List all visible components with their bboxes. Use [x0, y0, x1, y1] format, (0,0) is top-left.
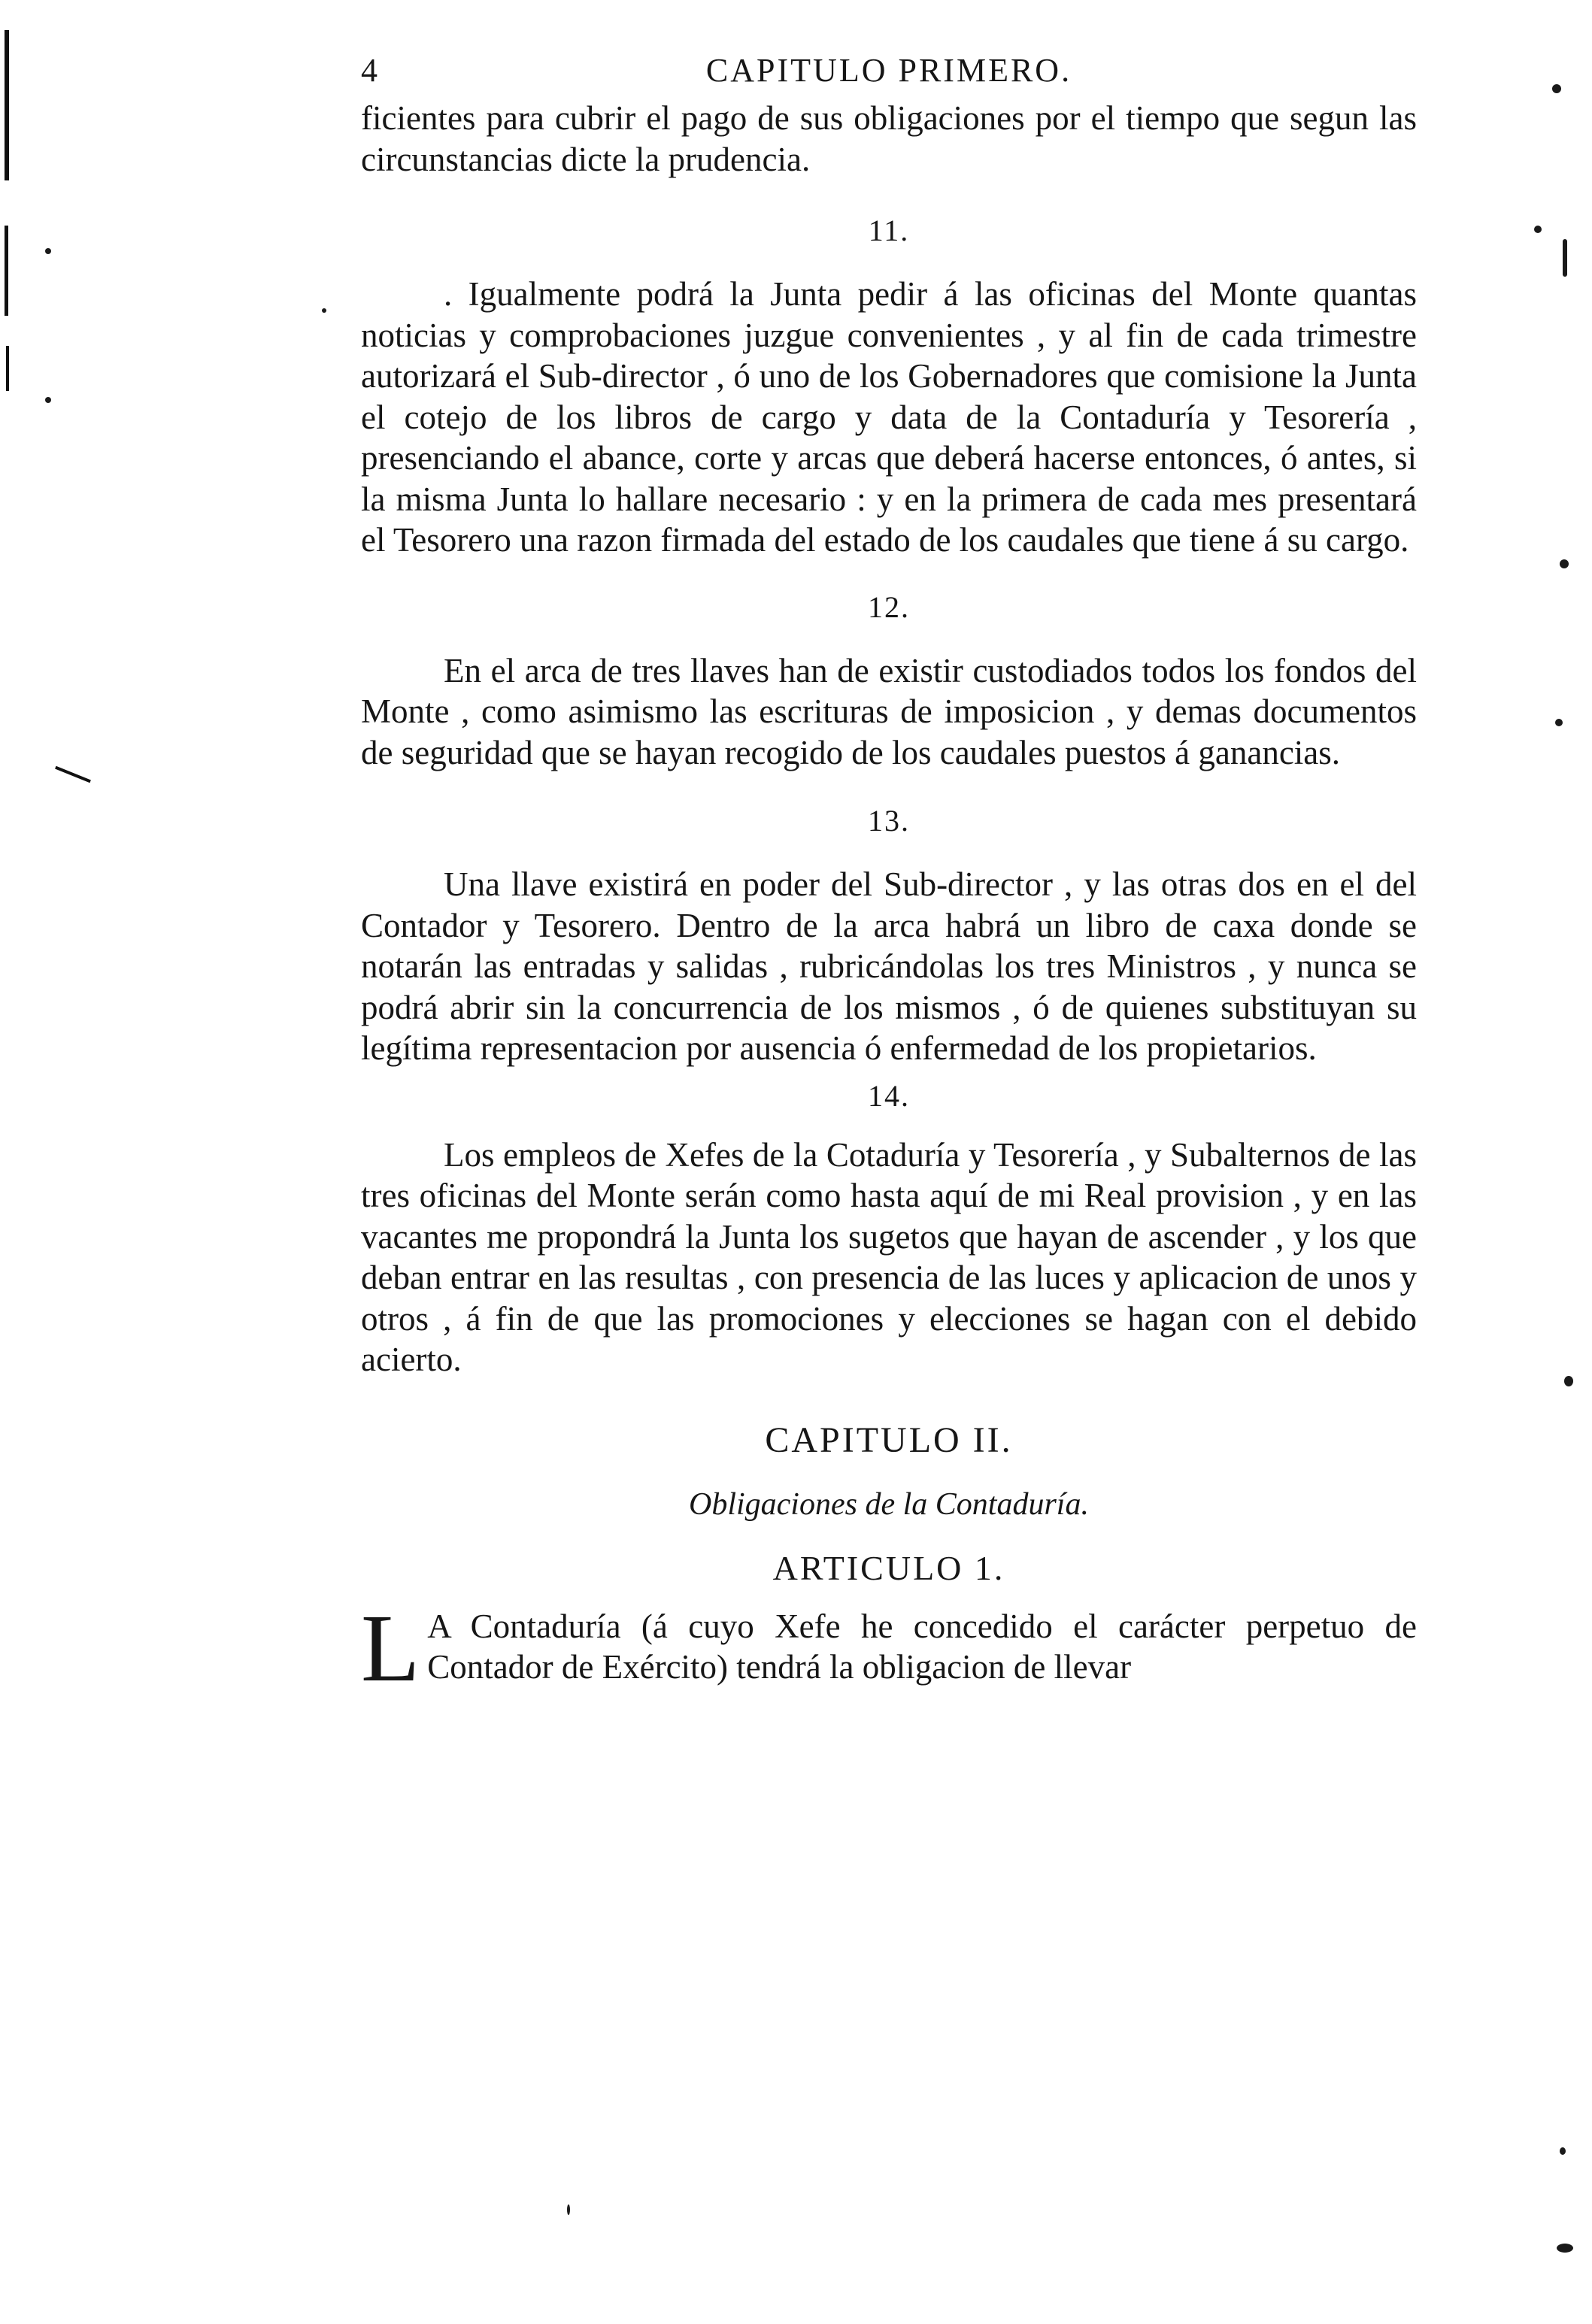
section-number-12: 12.: [868, 589, 910, 624]
scan-speck: [567, 2204, 570, 2215]
chapter-title: CAPITULO II.: [765, 1420, 1013, 1460]
paragraph-12: En el arca de tres llaves han de existir custodiados todos los fondos del Monte , como asimismo las escrituras de imposicion , y demas documentos de seguridad que se hayan recogido de los caudales puestos á ganancias.: [361, 651, 1417, 771]
paragraph-14: Los empleos de Xefes de la Cotaduría y Tesorería , y Subalternos de las tres oficinas del Monte serán como hasta aquí de mi Real provision , y en las vacantes me propondrá la Junta los sugetos que hayan de ascender , y los que deban entrar en las resultas , con presencia de las luces y aplicacion de unos y otros , á fin de que las promociones y elecciones se hagan con el debido acierto.: [361, 1135, 1417, 1378]
scan-speck: [45, 397, 51, 403]
scan-edge-mark: [6, 346, 9, 391]
running-head: [361, 51, 1417, 98]
scan-speck: [1564, 1376, 1573, 1386]
paragraph-13: Una llave existirá en poder del Sub-director , y las otras dos en el del Contador y Tesorero. Dentro de la arca habrá un libro de caxa donde se notarán las entradas y salidas , rubricándolas los tres Ministros , y nunca se podrá abrir sin la concurrencia de los mismos , ó de quienes substituyan su legítima representacion por ausencia ó enfermedad de los propietarios.: [361, 865, 1417, 1067]
chapter-subtitle: Obligaciones de la Contaduría.: [689, 1486, 1089, 1522]
scan-speck: [45, 248, 51, 254]
section-number-13: 13.: [868, 804, 910, 838]
running-head-title: CAPITULO PRIMERO.: [705, 52, 1072, 89]
page-number: 4: [361, 52, 380, 89]
scan-speck: [1560, 2147, 1566, 2155]
section-number-14: 14.: [868, 1078, 910, 1113]
scan-speck: [1557, 2244, 1573, 2253]
scan-speck: [1534, 226, 1542, 233]
scan-edge-mark: [55, 766, 91, 783]
text-column: [361, 51, 1417, 1701]
article-paragraph: [361, 1594, 1417, 1701]
scan-speck: [1552, 84, 1561, 93]
article-paragraph-text: A Contaduría (á cuyo Xefe he concedido el carácter perpetuo de Contador de Exército) tendrá la obligacion de llevar: [427, 1607, 1417, 1686]
drop-cap-letter: L: [361, 1594, 420, 1701]
scan-speck: [1563, 239, 1567, 277]
scan-edge-mark: [5, 30, 9, 180]
scan-speck: [1560, 559, 1569, 568]
article-title: ARTICULO 1.: [772, 1548, 1005, 1587]
paragraph-continuation: ficientes para cubrir el pago de sus obligaciones por el tiempo que segun las circunstancias dicte la prudencia.: [361, 99, 1417, 178]
scan-speck: [1555, 719, 1563, 726]
scan-speck: [322, 308, 326, 313]
paragraph-11: . Igualmente podrá la Junta pedir á las oficinas del Monte quantas noticias y comprobaciones juzgue convenientes , y al fin de cada trimestre autorizará el Sub-director , ó uno de los Gobernadores que comisione la Junta el cotejo de los libros de cargo y data de la Contaduría y Tesorería , presenciando el abance, corte y arcas que deberá hacerse entonces, ó antes, si la misma Junta lo hallare necesario : y en la primera de cada mes presentará el Tesorero una razon firmada del estado de los caudales que tiene á su cargo.: [361, 275, 1417, 559]
section-number-11: 11.: [868, 214, 910, 247]
scan-edge-mark: [5, 226, 8, 316]
